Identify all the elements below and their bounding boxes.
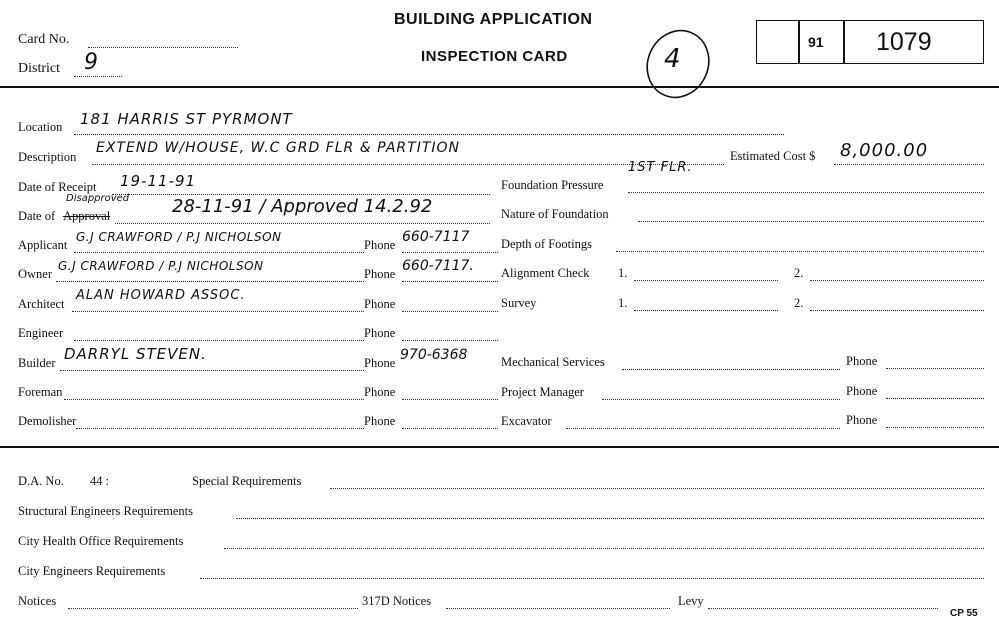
owner-line — [56, 280, 364, 282]
date-approval-label: Date of — [18, 209, 56, 223]
builder-phone-value: 970-6368 — [400, 347, 468, 363]
mechanical-services-phone-label: Phone — [846, 354, 878, 368]
foreman-label: Foreman — [18, 385, 63, 399]
circled-number: 4 — [664, 44, 682, 74]
survey-line-2 — [810, 309, 984, 311]
da-no-value: 44 : — [90, 474, 110, 488]
survey-label: Survey — [501, 296, 537, 310]
date-approval-line — [115, 222, 490, 224]
date-approval-struck-label: Approval — [63, 209, 111, 223]
excavator-phone-label: Phone — [846, 413, 878, 427]
engineer-phone-line — [402, 339, 498, 341]
mechanical-services-label: Mechanical Services — [501, 355, 605, 369]
project-manager-phone-line — [886, 397, 984, 399]
excavator-label: Excavator — [501, 414, 552, 428]
project-manager-phone-label: Phone — [846, 384, 878, 398]
demolisher-line — [76, 427, 364, 429]
notices-317d-label: 317D Notices — [362, 594, 432, 608]
location-label: Location — [18, 120, 63, 134]
engineer-label: Engineer — [18, 326, 64, 340]
applicant-phone-line — [402, 251, 498, 253]
levy-line — [708, 607, 938, 609]
builder-value: DARRYL STEVEN. — [64, 345, 207, 363]
estimated-cost-line — [834, 163, 984, 165]
structural-requirements-line — [236, 517, 984, 519]
date-receipt-line — [112, 193, 490, 195]
reference-box — [756, 20, 984, 64]
demolisher-phone-label: Phone — [364, 414, 396, 428]
district-label: District — [18, 61, 60, 76]
applicant-line — [74, 251, 364, 253]
project-manager-label: Project Manager — [501, 385, 584, 399]
card-no-label: Card No. — [18, 32, 70, 47]
estimated-cost-label: Estimated Cost $ — [730, 149, 816, 163]
foreman-line — [64, 398, 364, 400]
reference-box-divider-2 — [843, 20, 845, 64]
nature-foundation-label: Nature of Foundation — [501, 207, 609, 221]
card-no-line — [88, 46, 238, 48]
owner-label: Owner — [18, 267, 53, 281]
depth-footings-label: Depth of Footings — [501, 237, 592, 251]
alignment-check-line-2 — [810, 279, 984, 281]
city-engineers-line — [200, 577, 984, 579]
district-line — [74, 75, 122, 77]
demolisher-phone-line — [402, 427, 498, 429]
foundation-pressure-label: Foundation Pressure — [501, 178, 604, 192]
alignment-check-n2: 2. — [794, 266, 804, 280]
form-title-line2: INSPECTION CARD — [421, 48, 568, 65]
mechanical-services-line — [622, 368, 840, 370]
alignment-check-line-1 — [634, 279, 778, 281]
notices-label: Notices — [18, 594, 57, 608]
owner-phone-line — [402, 280, 498, 282]
project-manager-line — [602, 398, 840, 400]
applicant-value: G.J CRAWFORD / P.J NICHOLSON — [76, 230, 282, 244]
foundation-pressure-line — [628, 191, 984, 193]
survey-line-1 — [634, 309, 778, 311]
description-value-extra: 1ST FLR. — [628, 160, 693, 175]
architect-value: ALAN HOWARD ASSOC. — [76, 288, 246, 303]
health-requirements-line — [224, 547, 984, 549]
health-requirements-label: City Health Office Requirements — [18, 534, 184, 548]
estimated-cost-value: 8,000.00 — [840, 140, 929, 161]
owner-phone-value: 660-7117. — [402, 258, 474, 274]
nature-foundation-line — [638, 220, 984, 222]
excavator-phone-line — [886, 426, 984, 428]
special-requirements-label: Special Requirements — [192, 474, 302, 488]
builder-label: Builder — [18, 356, 56, 370]
builder-line — [60, 369, 364, 371]
date-receipt-value: 19-11-91 — [120, 172, 197, 190]
architect-phone-line — [402, 310, 498, 312]
foreman-phone-line — [402, 398, 498, 400]
mechanical-services-phone-line — [886, 367, 984, 369]
applicant-phone-label: Phone — [364, 238, 396, 252]
date-approval-value: 28-11-91 / Approved 14.2.92 — [172, 196, 433, 217]
reference-box-divider-1 — [798, 20, 800, 64]
header-divider — [0, 86, 999, 88]
builder-phone-label: Phone — [364, 356, 396, 370]
middle-divider — [0, 446, 999, 448]
levy-label: Levy — [678, 594, 704, 608]
engineer-phone-label: Phone — [364, 326, 396, 340]
applicant-phone-value: 660-7117 — [402, 229, 470, 245]
description-label: Description — [18, 150, 77, 164]
date-disapproved-note: Disapproved — [66, 193, 130, 204]
survey-n2: 2. — [794, 296, 804, 310]
applicant-label: Applicant — [18, 238, 68, 252]
architect-line — [72, 310, 364, 312]
foreman-phone-label: Phone — [364, 385, 396, 399]
structural-requirements-label: Structural Engineers Requirements — [18, 504, 193, 518]
reference-number: 1079 — [876, 28, 932, 56]
form-code: CP 55 — [950, 608, 978, 619]
notices-line — [68, 607, 358, 609]
location-line — [74, 133, 784, 135]
engineer-line — [74, 339, 364, 341]
location-value: 181 HARRIS ST PYRMONT — [80, 110, 293, 128]
da-no-label: D.A. No. — [18, 474, 64, 488]
special-requirements-line — [330, 487, 984, 489]
owner-phone-label: Phone — [364, 267, 396, 281]
demolisher-label: Demolisher — [18, 414, 77, 428]
depth-footings-line — [616, 250, 984, 252]
date-receipt-label: Date of Receipt — [18, 180, 97, 194]
architect-phone-label: Phone — [364, 297, 396, 311]
survey-n1: 1. — [618, 296, 628, 310]
excavator-line — [566, 427, 840, 429]
district-value: 9 — [84, 50, 99, 75]
alignment-check-n1: 1. — [618, 266, 628, 280]
reference-prefix: 91 — [808, 34, 824, 50]
architect-label: Architect — [18, 297, 65, 311]
owner-value: G.J CRAWFORD / P.J NICHOLSON — [58, 259, 264, 273]
alignment-check-label: Alignment Check — [501, 266, 590, 280]
description-value: EXTEND W/HOUSE, W.C GRD FLR & PARTITION — [96, 140, 461, 156]
form-title-line1: BUILDING APPLICATION — [394, 11, 593, 28]
notices-317d-line — [446, 607, 670, 609]
city-engineers-label: City Engineers Requirements — [18, 564, 166, 578]
